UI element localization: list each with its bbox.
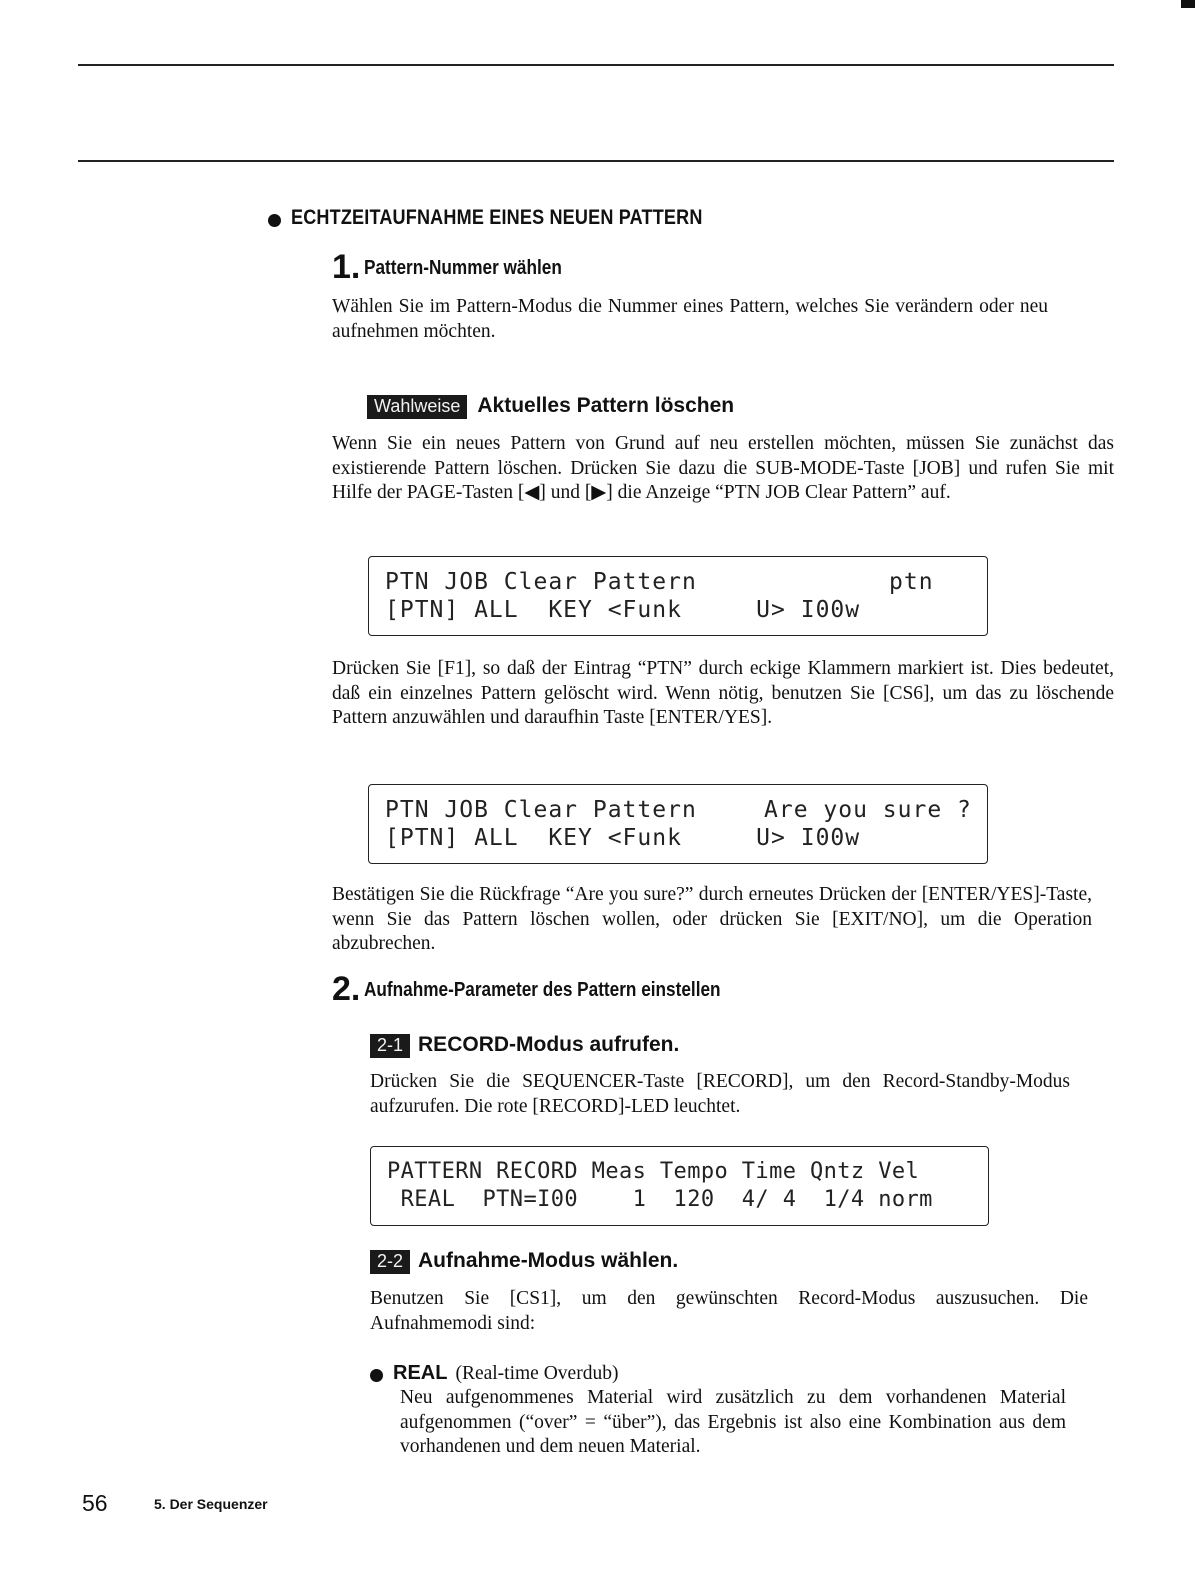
step1-heading [332, 248, 594, 287]
step1-title: Pattern-Nummer wählen [364, 257, 563, 279]
lcd2-line1-right: Are you sure ? [764, 797, 972, 823]
lcd1-line1-right: ptn [889, 569, 934, 595]
bullet-icon [268, 214, 281, 227]
para-confirm: Bestätigen Sie die Rückfrage “Are you sure?” durch erneutes Drücken der [ENTER/YES]-Taste, wenn Sie das Pattern löschen wollen, oder drücken Sie [EXIT/NO], um die Operation abzubrechen. [332, 884, 1092, 954]
optional-title: Aktuelles Pattern löschen [477, 394, 735, 417]
optional-badge: Wahlweise [367, 395, 467, 419]
top-rule [78, 64, 1114, 66]
step2-heading [332, 970, 779, 1009]
optional-body: Wenn Sie ein neues Pattern von Grund auf neu erstellen möchten, müssen Sie zunächst das existierende Pattern löschen. Drücken Sie dazu die SUB-MODE-Taste [JOB] und rufen Sie mit Hilfe der PAGE-Tasten [◀] und [▶] die Anzeige “PTN JOB Clear Pattern” auf. [332, 433, 1114, 503]
mode-real-body: Neu aufgenommenes Material wird zusätzlich zu dem vorhandenen Material aufgenommen (“over” = “über”), das Ergebnis ist also eine Kombination aus dem vorhandenen und dem neuen Material. [400, 1387, 1066, 1457]
mode-real-label: REAL [393, 1362, 448, 1384]
sub21-badge: 2-1 [370, 1034, 410, 1058]
step1-number: 1. [332, 248, 361, 286]
lcd1-line2: [PTN] ALL KEY <Funk U> I00w [385, 597, 861, 623]
lcd3-line2: REAL PTN=I00 1 120 4/ 4 1/4 norm [387, 1187, 933, 1212]
page-number: 56 [82, 1490, 108, 1516]
lcd2-line1: PTN JOB Clear Pattern [385, 797, 697, 823]
page-corner-mark [1181, 0, 1195, 8]
sub22-badge: 2-2 [370, 1250, 410, 1274]
mode-real-desc: (Real-time Overdub) [455, 1363, 619, 1384]
step1-body: Wählen Sie im Pattern-Modus die Nummer eines Pattern, welches Sie verändern oder neu aufnehmen möchten. [332, 296, 1048, 342]
mode-real-heading [370, 1362, 618, 1387]
optional-heading [367, 394, 734, 419]
para-f1: Drücken Sie [F1], so daß der Eintrag “PTN” durch eckige Klammern markiert ist. Dies bedeutet, daß ein einzelnes Pattern gelöscht wird. Wenn nötig, benutzen Sie [CS6], um das zu löschende Pattern anzuwählen und daraufhin Taste [ENTER/YES]. [332, 658, 1114, 728]
sub22-heading [370, 1249, 678, 1274]
chapter-label: 5. Der Sequenzer [154, 1496, 268, 1512]
sub21-body: Drücken Sie die SEQUENCER-Taste [RECORD], um den Record-Standby-Modus aufzurufen. Die rote [RECORD]-LED leuchtet. [370, 1071, 1070, 1117]
second-rule [78, 160, 1114, 162]
sub22-body: Benutzen Sie [CS1], um den gewünschten Record-Modus auszusuchen. Die Aufnahmemodi sind: [370, 1288, 1088, 1334]
step2-title: Aufnahme-Parameter des Pattern einstellen [364, 979, 721, 1001]
sub21-heading [370, 1033, 679, 1058]
lcd2-line2: [PTN] ALL KEY <Funk U> I00w [385, 825, 861, 851]
section-heading: ECHTZEITAUFNAHME EINES NEUEN PATTERN [268, 206, 770, 230]
lcd1-line1: PTN JOB Clear Pattern [385, 569, 697, 595]
lcd-pattern-record [370, 1146, 989, 1226]
lcd3-line1: PATTERN RECORD Meas Tempo Time Qntz Vel [387, 1159, 920, 1184]
lcd-clear-pattern [368, 556, 988, 636]
sub21-title: RECORD-Modus aufrufen. [418, 1033, 680, 1056]
lcd-are-you-sure [368, 784, 988, 864]
sub22-title: Aufnahme-Modus wählen. [418, 1249, 679, 1272]
bullet-icon [370, 1369, 383, 1382]
step2-number: 2. [332, 970, 361, 1008]
